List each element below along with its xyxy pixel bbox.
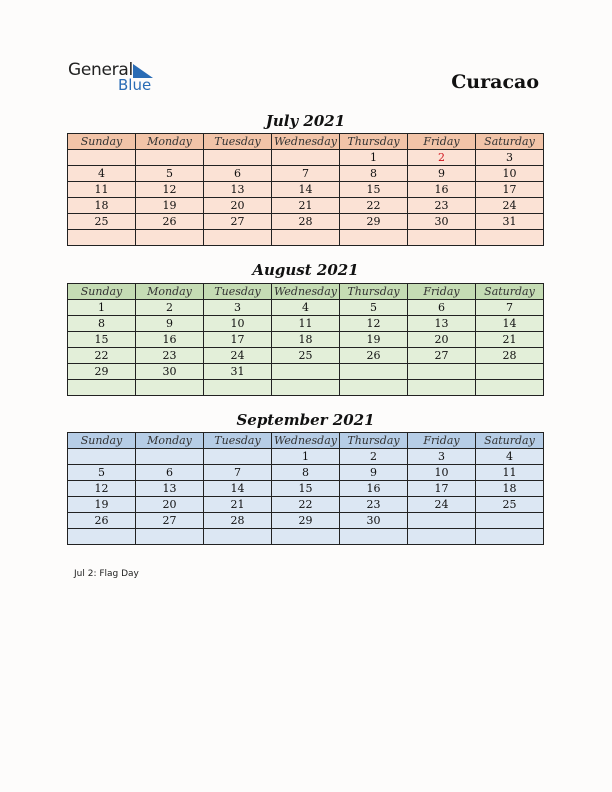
day-cell	[68, 150, 136, 166]
day-cell: 29	[340, 214, 408, 230]
day-cell	[272, 529, 340, 545]
day-cell: 15	[340, 182, 408, 198]
week-row	[68, 166, 544, 182]
day-cell: 10	[476, 166, 544, 182]
day-cell	[68, 529, 136, 545]
day-cell: 19	[340, 332, 408, 348]
weekday-thursday: Thursday	[340, 134, 408, 150]
weekday-sunday: Sunday	[68, 134, 136, 150]
weekday-header-row	[68, 284, 544, 300]
day-cell: 2	[408, 150, 476, 166]
day-cell: 10	[204, 316, 272, 332]
day-cell: 18	[68, 198, 136, 214]
weekday-thursday: Thursday	[340, 284, 408, 300]
day-cell	[68, 449, 136, 465]
month-title-september: September 2021	[236, 411, 375, 429]
day-cell: 28	[272, 214, 340, 230]
day-cell: 11	[272, 316, 340, 332]
day-cell: 26	[68, 513, 136, 529]
weekday-header-row	[68, 134, 544, 150]
day-cell: 17	[476, 182, 544, 198]
day-cell: 4	[272, 300, 340, 316]
day-cell: 22	[68, 348, 136, 364]
day-cell	[476, 513, 544, 529]
day-cell: 21	[476, 332, 544, 348]
day-cell	[408, 513, 476, 529]
weekday-saturday: Saturday	[476, 433, 544, 449]
day-cell: 22	[340, 198, 408, 214]
day-cell: 7	[272, 166, 340, 182]
day-cell	[136, 230, 204, 246]
week-row	[68, 449, 544, 465]
day-cell: 30	[340, 513, 408, 529]
day-cell: 4	[68, 166, 136, 182]
day-cell: 3	[204, 300, 272, 316]
day-cell: 7	[204, 465, 272, 481]
day-cell: 20	[204, 198, 272, 214]
day-cell	[136, 529, 204, 545]
country-title: Curacao	[451, 71, 539, 93]
weekday-saturday: Saturday	[476, 284, 544, 300]
day-cell: 31	[476, 214, 544, 230]
day-cell: 28	[204, 513, 272, 529]
weekday-tuesday: Tuesday	[204, 134, 272, 150]
day-cell: 14	[272, 182, 340, 198]
day-cell	[476, 529, 544, 545]
day-cell	[340, 230, 408, 246]
day-cell: 19	[68, 497, 136, 513]
day-cell: 30	[408, 214, 476, 230]
day-cell: 5	[68, 465, 136, 481]
day-cell: 7	[476, 300, 544, 316]
day-cell: 13	[136, 481, 204, 497]
week-row	[68, 380, 544, 396]
day-cell	[204, 529, 272, 545]
day-cell: 3	[476, 150, 544, 166]
calendar-september	[67, 432, 544, 545]
day-cell: 18	[476, 481, 544, 497]
day-cell	[136, 449, 204, 465]
day-cell: 23	[136, 348, 204, 364]
day-cell: 14	[204, 481, 272, 497]
week-row	[68, 513, 544, 529]
day-cell	[340, 380, 408, 396]
day-cell: 11	[68, 182, 136, 198]
day-cell	[272, 150, 340, 166]
weekday-friday: Friday	[408, 433, 476, 449]
day-cell	[408, 230, 476, 246]
day-cell: 1	[340, 150, 408, 166]
weekday-saturday: Saturday	[476, 134, 544, 150]
day-cell: 30	[136, 364, 204, 380]
day-cell: 21	[204, 497, 272, 513]
day-cell: 6	[408, 300, 476, 316]
day-cell: 24	[204, 348, 272, 364]
week-row	[68, 332, 544, 348]
day-cell: 15	[68, 332, 136, 348]
calendar-august	[67, 283, 544, 396]
day-cell: 9	[408, 166, 476, 182]
day-cell: 16	[136, 332, 204, 348]
day-cell: 20	[136, 497, 204, 513]
day-cell: 24	[476, 198, 544, 214]
day-cell: 2	[136, 300, 204, 316]
day-cell: 25	[272, 348, 340, 364]
logo-text-general: General	[68, 60, 133, 80]
weekday-monday: Monday	[136, 433, 204, 449]
day-cell	[272, 230, 340, 246]
week-row	[68, 348, 544, 364]
day-cell: 6	[204, 166, 272, 182]
day-cell: 25	[476, 497, 544, 513]
day-cell: 12	[340, 316, 408, 332]
weekday-header-row	[68, 433, 544, 449]
day-cell: 15	[272, 481, 340, 497]
month-title-july: July 2021	[265, 112, 346, 130]
day-cell: 1	[272, 449, 340, 465]
day-cell: 11	[476, 465, 544, 481]
day-cell: 26	[136, 214, 204, 230]
day-cell: 8	[340, 166, 408, 182]
day-cell: 19	[136, 198, 204, 214]
day-cell: 21	[272, 198, 340, 214]
day-cell: 27	[136, 513, 204, 529]
weekday-tuesday: Tuesday	[204, 284, 272, 300]
week-row	[68, 230, 544, 246]
week-row	[68, 316, 544, 332]
day-cell	[204, 380, 272, 396]
day-cell: 5	[340, 300, 408, 316]
day-cell: 16	[408, 182, 476, 198]
day-cell: 6	[136, 465, 204, 481]
week-row	[68, 481, 544, 497]
day-cell	[68, 380, 136, 396]
day-cell: 10	[408, 465, 476, 481]
day-cell: 25	[68, 214, 136, 230]
day-cell: 4	[476, 449, 544, 465]
week-row	[68, 214, 544, 230]
week-row	[68, 150, 544, 166]
day-cell	[476, 364, 544, 380]
day-cell: 8	[68, 316, 136, 332]
day-cell	[408, 529, 476, 545]
day-cell: 28	[476, 348, 544, 364]
day-cell	[204, 449, 272, 465]
weekday-sunday: Sunday	[68, 284, 136, 300]
day-cell: 31	[204, 364, 272, 380]
weekday-monday: Monday	[136, 134, 204, 150]
day-cell: 5	[136, 166, 204, 182]
day-cell	[136, 150, 204, 166]
day-cell: 27	[204, 214, 272, 230]
weekday-friday: Friday	[408, 284, 476, 300]
day-cell: 23	[408, 198, 476, 214]
holiday-note: Jul 2: Flag Day	[74, 569, 139, 579]
day-cell: 18	[272, 332, 340, 348]
day-cell: 24	[408, 497, 476, 513]
day-cell: 8	[272, 465, 340, 481]
day-cell: 1	[68, 300, 136, 316]
day-cell: 29	[68, 364, 136, 380]
week-row	[68, 198, 544, 214]
weekday-monday: Monday	[136, 284, 204, 300]
day-cell	[68, 230, 136, 246]
day-cell: 16	[340, 481, 408, 497]
weekday-thursday: Thursday	[340, 433, 408, 449]
calendar-july	[67, 133, 544, 246]
day-cell	[476, 380, 544, 396]
day-cell	[408, 364, 476, 380]
day-cell: 12	[68, 481, 136, 497]
weekday-tuesday: Tuesday	[204, 433, 272, 449]
day-cell: 20	[408, 332, 476, 348]
logo-text-blue: Blue	[118, 76, 152, 94]
day-cell	[136, 380, 204, 396]
weekday-wednesday: Wednesday	[272, 134, 340, 150]
day-cell: 14	[476, 316, 544, 332]
month-title-august: August 2021	[252, 261, 359, 279]
day-cell	[272, 364, 340, 380]
week-row	[68, 465, 544, 481]
weekday-friday: Friday	[408, 134, 476, 150]
weekday-wednesday: Wednesday	[272, 433, 340, 449]
day-cell: 22	[272, 497, 340, 513]
weekday-sunday: Sunday	[68, 433, 136, 449]
day-cell: 9	[340, 465, 408, 481]
week-row	[68, 364, 544, 380]
day-cell: 13	[408, 316, 476, 332]
day-cell: 3	[408, 449, 476, 465]
day-cell: 12	[136, 182, 204, 198]
day-cell	[408, 380, 476, 396]
day-cell: 27	[408, 348, 476, 364]
week-row	[68, 182, 544, 198]
day-cell	[340, 529, 408, 545]
day-cell: 26	[340, 348, 408, 364]
day-cell: 17	[408, 481, 476, 497]
generalblue-logo	[68, 60, 168, 96]
day-cell	[272, 380, 340, 396]
day-cell: 23	[340, 497, 408, 513]
weekday-wednesday: Wednesday	[272, 284, 340, 300]
week-row	[68, 529, 544, 545]
day-cell: 17	[204, 332, 272, 348]
week-row	[68, 300, 544, 316]
day-cell	[204, 230, 272, 246]
day-cell: 9	[136, 316, 204, 332]
week-row	[68, 497, 544, 513]
day-cell	[340, 364, 408, 380]
day-cell	[476, 230, 544, 246]
day-cell: 2	[340, 449, 408, 465]
day-cell: 13	[204, 182, 272, 198]
day-cell: 29	[272, 513, 340, 529]
day-cell	[204, 150, 272, 166]
